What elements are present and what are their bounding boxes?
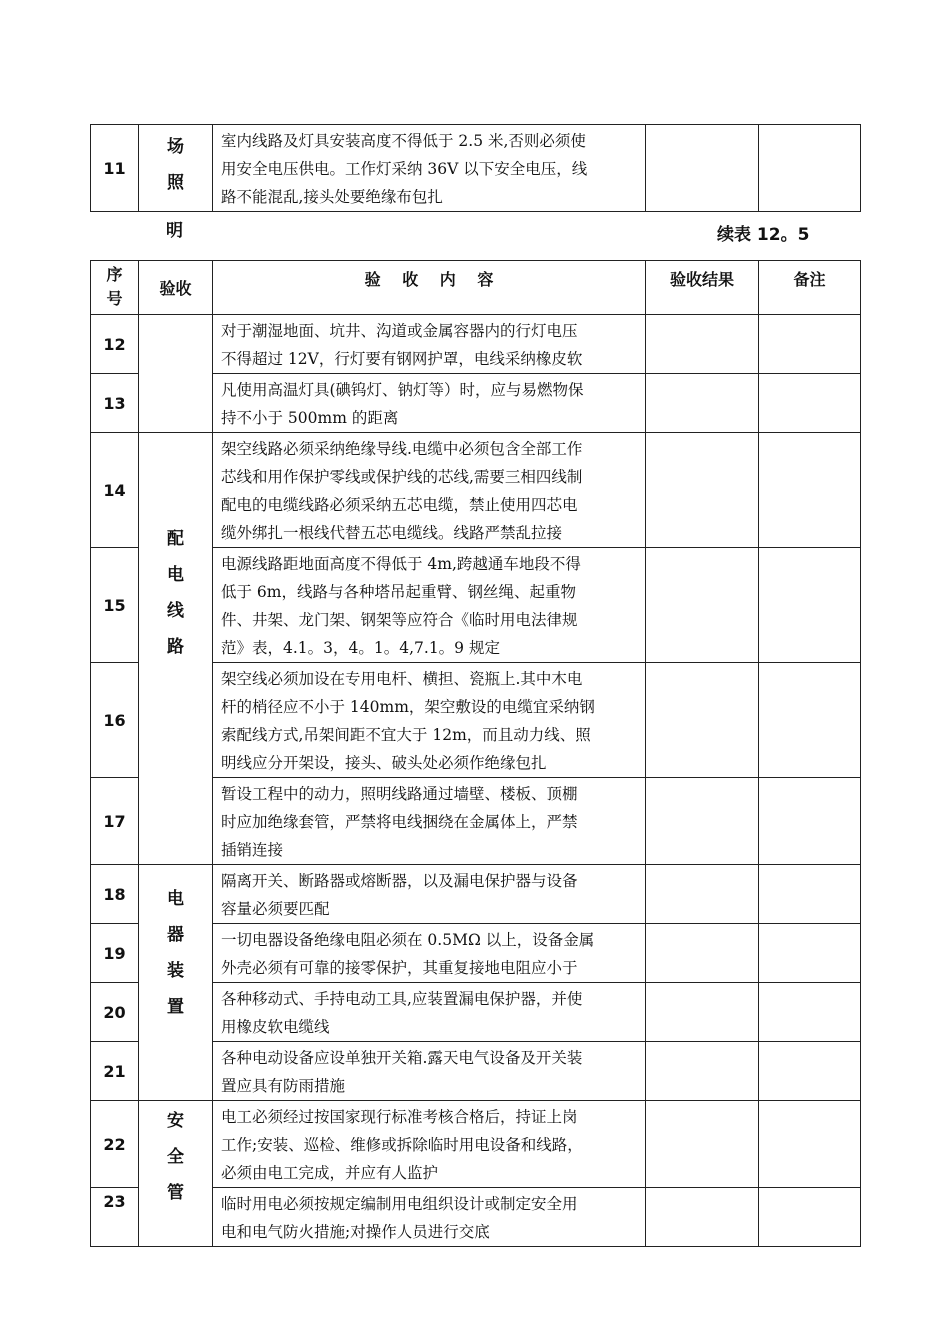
header-number [91, 261, 139, 315]
content-line: 对于潮湿地面、坑井、沟道或金属容器内的行灯电压 [221, 322, 578, 340]
content-cell [213, 125, 646, 212]
content-line: 凡使用高温灯具(碘钨灯、钠灯等）时，应与易燃物保 [221, 381, 584, 399]
content-cell [213, 663, 646, 778]
table-row [91, 1101, 861, 1188]
content-cell [213, 315, 646, 374]
row-number: 22 [91, 1101, 139, 1188]
content-line: 配电的电缆线路必须采纳五芯电缆，禁止使用四芯电 [221, 496, 578, 514]
category-cell-safety [139, 1101, 213, 1247]
remark-cell [759, 433, 861, 548]
content-line: 低于 6m，线路与各种塔吊起重臂、钢丝绳、起重物 [221, 583, 576, 601]
category-char: 路 [167, 637, 184, 657]
content-line: 范》表，4.1。3，4。1。4,7.1。9 规定 [221, 639, 500, 657]
row-number: 17 [91, 778, 139, 865]
row-number: 14 [91, 433, 139, 548]
category-char: 装 [167, 961, 184, 981]
result-cell [646, 315, 759, 374]
content-line: 插销连接 [221, 841, 284, 859]
remark-cell [759, 983, 861, 1042]
header-category: 验收 [139, 261, 213, 315]
content-line: 隔离开关、断路器或熔断器，以及漏电保护器与设备 [221, 872, 578, 890]
result-cell [646, 1188, 759, 1247]
header-result: 验收结果 [646, 261, 759, 315]
remark-cell [759, 315, 861, 374]
content-cell [213, 924, 646, 983]
row-number: 12 [91, 315, 139, 374]
remark-cell [759, 548, 861, 663]
content-line: 临时用电必须按规定编制用电组织设计或制定安全用 [221, 1195, 578, 1213]
category-overflow-char: 明 [166, 221, 183, 241]
category-char: 电 [167, 889, 184, 909]
result-cell [646, 1101, 759, 1188]
row-number: 19 [91, 924, 139, 983]
category-char: 线 [167, 601, 184, 621]
content-line: 置应具有防雨措施 [221, 1077, 346, 1095]
content-line: 电和电气防火措施;对操作人员进行交底 [221, 1223, 490, 1241]
remark-cell [759, 1042, 861, 1101]
content-line: 缆外绑扎一根线代替五芯电缆线。线路严禁乱拉接 [221, 524, 563, 542]
content-line: 用安全电压供电。工作灯采纳 36V 以下安全电压，线 [221, 160, 588, 178]
content-line: 索配线方式,吊架间距不宜大于 12m，而且动力线、照 [221, 726, 591, 744]
content-line: 时应加绝缘套管，严禁将电线捆绕在金属体上，严禁 [221, 813, 578, 831]
row-number: 15 [91, 548, 139, 663]
continued-table-label: 续表 12。5 [717, 225, 810, 245]
remark-cell [759, 924, 861, 983]
table-row [91, 125, 861, 212]
category-char: 置 [167, 997, 184, 1017]
header-content: 验 收 内 容 [213, 261, 646, 315]
acceptance-table [90, 260, 861, 1247]
result-cell [646, 983, 759, 1042]
content-line: 芯线和用作保护零线或保护线的芯线,需要三相四线制 [221, 468, 583, 486]
row-number: 11 [91, 125, 139, 212]
result-cell [646, 1042, 759, 1101]
remark-cell [759, 1188, 861, 1247]
row-number: 16 [91, 663, 139, 778]
row-number: 18 [91, 865, 139, 924]
category-char: 管 [167, 1183, 184, 1203]
content-line: 工作;安装、巡检、维修或拆除临时用电设备和线路， [221, 1136, 583, 1154]
remark-cell [759, 663, 861, 778]
remark-cell [759, 865, 861, 924]
content-cell [213, 778, 646, 865]
category-char: 场 [167, 137, 184, 157]
content-cell [213, 433, 646, 548]
category-char: 电 [167, 565, 184, 585]
content-line: 暂设工程中的动力，照明线路通过墙壁、楼板、顶棚 [221, 785, 578, 803]
category-char: 全 [167, 1147, 184, 1167]
content-line: 各种移动式、手持电动工具,应装置漏电保护器，并使 [221, 990, 583, 1008]
remark-cell [759, 374, 861, 433]
content-line: 架空线路必须采纳绝缘导线.电缆中必须包含全部工作 [221, 440, 583, 458]
remark-cell [759, 125, 861, 212]
table-row [91, 433, 861, 548]
content-line: 不得超过 12V，行灯要有钢网护罩，电线采纳橡皮软 [221, 350, 583, 368]
category-cell-empty [139, 315, 213, 433]
content-cell [213, 983, 646, 1042]
row-number: 13 [91, 374, 139, 433]
result-cell [646, 865, 759, 924]
content-line: 容量必须要匹配 [221, 900, 330, 918]
content-cell [213, 374, 646, 433]
result-cell [646, 548, 759, 663]
header-remark: 备注 [759, 261, 861, 315]
content-line: 必须由电工完成，并应有人监护 [221, 1164, 439, 1182]
row-number: 23 [91, 1188, 139, 1247]
header-number-bottom: 号 [106, 289, 123, 308]
category-char: 配 [167, 529, 184, 549]
result-cell [646, 125, 759, 212]
header-number-top: 序 [106, 265, 123, 284]
content-cell [213, 1042, 646, 1101]
result-cell [646, 663, 759, 778]
result-cell [646, 778, 759, 865]
content-line: 持不小于 500mm 的距离 [221, 409, 399, 427]
content-line: 电源线路距地面高度不得低于 4m,跨越通车地段不得 [221, 555, 581, 573]
content-cell [213, 865, 646, 924]
category-char: 照 [167, 173, 184, 193]
category-char: 器 [167, 925, 184, 945]
content-line: 明线应分开架设，接头、破头处必须作绝缘包扎 [221, 754, 547, 772]
remark-cell [759, 778, 861, 865]
result-cell [646, 374, 759, 433]
content-line: 室内线路及灯具安装高度不得低于 2.5 米,否则必须使 [221, 132, 586, 150]
category-cell [139, 125, 213, 212]
category-cell-electrical [139, 865, 213, 1101]
row-number: 20 [91, 983, 139, 1042]
content-line: 杆的梢径应不小于 140mm，架空敷设的电缆宜采纳钢 [221, 698, 595, 716]
category-cell-wiring [139, 433, 213, 865]
content-cell [213, 1188, 646, 1247]
content-line: 各种电动设备应设单独开关箱.露天电气设备及开关装 [221, 1049, 583, 1067]
content-line: 路不能混乱,接头处要绝缘布包扎 [221, 188, 443, 206]
table-row [91, 865, 861, 924]
row-number: 21 [91, 1042, 139, 1101]
content-cell [213, 1101, 646, 1188]
content-cell [213, 548, 646, 663]
remark-cell [759, 1101, 861, 1188]
content-line: 件、井架、龙门架、钢架等应符合《临时用电法律规 [221, 611, 578, 629]
content-line: 外壳必须有可靠的接零保护，其重复接地电阻应小于 [221, 959, 578, 977]
content-line: 电工必须经过按国家现行标准考核合格后，持证上岗 [221, 1108, 578, 1126]
content-line: 用橡皮软电缆线 [221, 1018, 330, 1036]
result-cell [646, 924, 759, 983]
table-header-row [91, 261, 861, 315]
content-line: 架空线必须加设在专用电杆、横担、瓷瓶上.其中木电 [221, 670, 583, 688]
content-line: 一切电器设备绝缘电阻必须在 0.5MΩ 以上，设备金属 [221, 931, 595, 949]
category-char: 安 [167, 1111, 184, 1131]
result-cell [646, 433, 759, 548]
table-row [91, 315, 861, 374]
top-table [90, 124, 861, 212]
